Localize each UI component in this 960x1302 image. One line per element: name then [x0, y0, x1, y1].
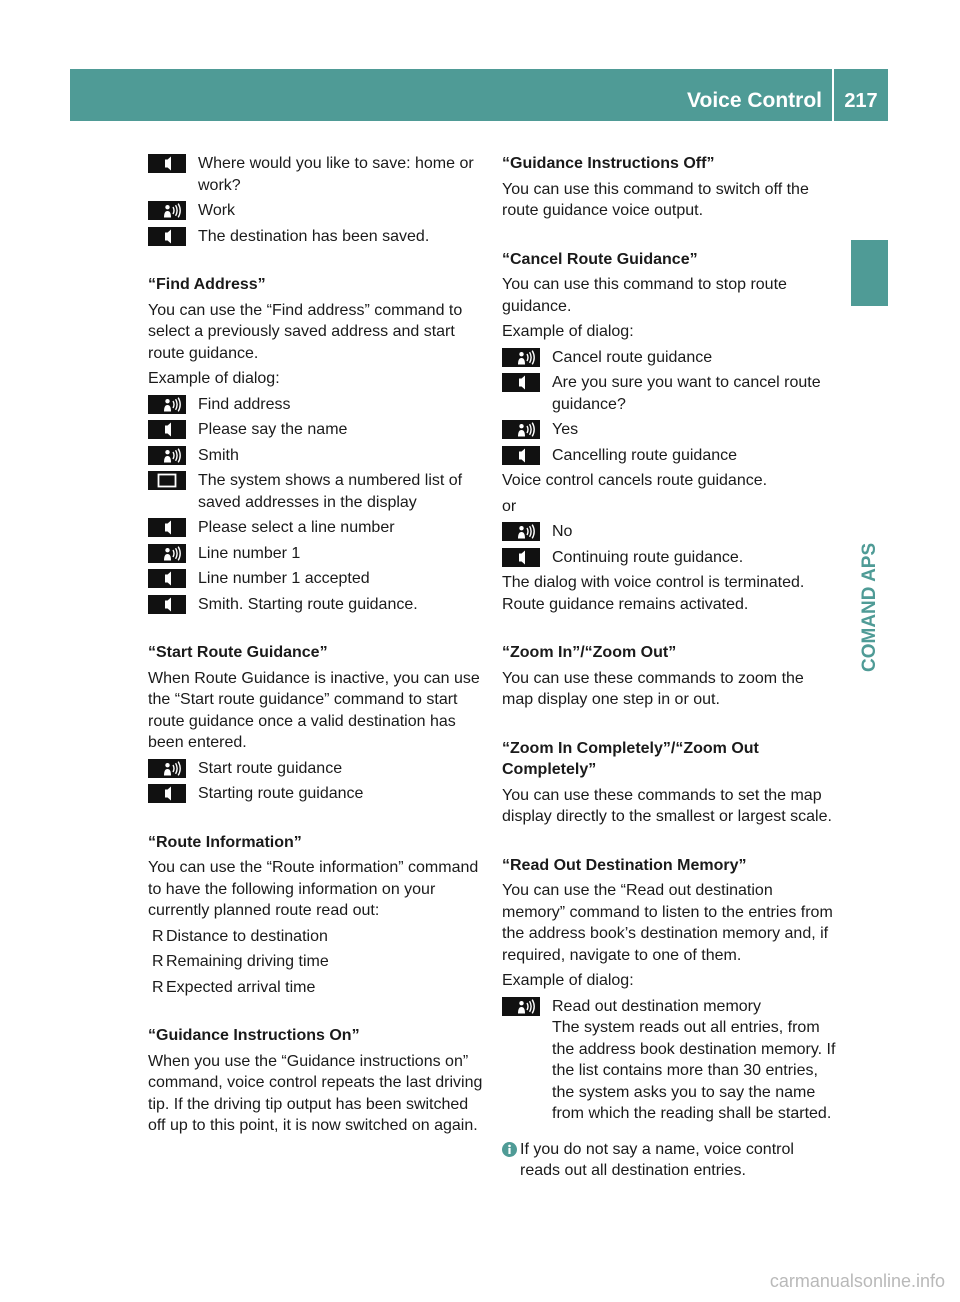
cancel-route-description: You can use this command to stop route guidance.	[502, 276, 787, 315]
list-item	[148, 926, 483, 948]
dialog-line	[148, 394, 483, 416]
guidance-on-heading: “Guidance Instructions On”	[148, 1027, 360, 1044]
system-speaks-icon	[148, 784, 186, 803]
user-speaks-icon	[502, 420, 540, 439]
dialog-text: Yes	[552, 421, 579, 438]
dialog-line	[148, 517, 483, 539]
dialog-text: Continuing route guidance.	[552, 548, 744, 566]
user-speaks-icon	[148, 201, 186, 220]
user-speaks-icon	[148, 446, 186, 465]
dialog-text: Work	[198, 202, 236, 219]
dialog-line	[148, 470, 483, 513]
system-speaks-icon	[502, 548, 540, 567]
cancel-route-example-label: Example of dialog:	[502, 323, 634, 340]
side-tab	[851, 240, 888, 306]
guidance-off-heading: “Guidance Instructions Off”	[502, 155, 715, 172]
dialog-line	[502, 521, 838, 543]
dialog-text: No	[552, 523, 573, 540]
side-label-text: COMAND APS	[859, 542, 880, 672]
dialog-text: Are you sure you want to cancel route guidance?	[552, 374, 821, 413]
dialog-start-route	[148, 758, 483, 805]
guidance-off-description: You can use this command to switch off the route guidance voice output.	[502, 180, 809, 219]
user-speaks-icon	[148, 395, 186, 414]
start-route-description: When Route Guidance is inactive, you can use the “Start route guidance” command to start route guidance once a valid destination has been entered.	[148, 669, 480, 751]
dialog-text: The destination has been saved.	[198, 227, 430, 245]
zoom-heading: “Zoom In”/“Zoom Out”	[502, 644, 677, 661]
cancel-route-or: or	[502, 497, 517, 515]
list-item-text: Distance to destination	[166, 927, 328, 945]
dialog-text: Cancel route guidance	[552, 348, 713, 366]
dialog-text: Line number 1	[198, 544, 301, 562]
dialog-line	[148, 200, 483, 222]
dialog-text: Where would you like to save: home or work?	[198, 155, 474, 194]
start-route-heading: “Start Route Guidance”	[148, 644, 328, 661]
dialog-line	[148, 543, 483, 565]
read-memory-example-label: Example of dialog:	[502, 972, 634, 989]
dialog-line	[502, 372, 838, 415]
dialog-line	[502, 419, 838, 441]
system-speaks-icon	[148, 595, 186, 614]
dialog-line	[148, 568, 483, 590]
dialog-line	[148, 758, 483, 780]
bullet-mark: R	[152, 978, 164, 996]
find-address-description: You can use the “Find address” command to select a previously saved address and start route guidance.	[148, 301, 463, 362]
system-speaks-icon	[502, 373, 540, 392]
system-speaks-icon	[148, 227, 186, 246]
cancel-route-heading: “Cancel Route Guidance”	[502, 250, 698, 268]
list-item-text: Expected arrival time	[166, 978, 316, 996]
cancel-route-result-2: The dialog with voice control is terminated. Route guidance remains activated.	[502, 574, 805, 613]
bullet-mark: R	[152, 927, 164, 945]
route-info-list	[148, 926, 483, 999]
route-info-heading: “Route Information”	[148, 833, 302, 851]
display-icon	[148, 471, 186, 490]
system-speaks-icon	[148, 518, 186, 537]
section-title: Voice Control	[687, 89, 822, 112]
dialog-line	[502, 445, 838, 467]
side-label	[851, 312, 888, 672]
system-speaks-icon	[148, 569, 186, 588]
dialog-text: Starting route guidance	[198, 785, 364, 802]
dialog-text: Read out destination memory	[552, 997, 761, 1015]
dialog-line	[148, 419, 483, 441]
user-speaks-icon	[502, 522, 540, 541]
dialog-line	[148, 783, 483, 805]
user-speaks-icon	[502, 348, 540, 367]
zoom-completely-heading: “Zoom In Completely”/“Zoom Out Completely”	[502, 739, 759, 778]
dialog-continue-route	[502, 521, 838, 568]
system-speaks-icon	[502, 446, 540, 465]
dialog-line	[502, 547, 838, 569]
list-item	[148, 977, 483, 999]
system-speaks-icon	[148, 420, 186, 439]
dialog-find-address	[148, 394, 483, 616]
dialog-line	[148, 226, 483, 248]
info-note-text: If you do not say a name, voice control reads out all destination entries.	[520, 1140, 794, 1179]
read-memory-heading: “Read Out Destination Memory”	[502, 856, 747, 874]
dialog-line	[502, 347, 838, 369]
dialog-text: Please select a line number	[198, 519, 395, 536]
dialog-line	[148, 594, 483, 616]
dialog-text: Find address	[198, 395, 291, 413]
dialog-text: Smith	[198, 446, 239, 464]
right-column	[502, 153, 838, 1182]
dialog-text: Cancelling route guidance	[552, 446, 738, 464]
dialog-line	[502, 996, 838, 1125]
dialog-text: Line number 1 accepted	[198, 570, 370, 587]
info-icon	[502, 1142, 517, 1157]
left-column	[148, 153, 483, 1141]
dialog-text: Start route guidance	[198, 759, 343, 777]
dialog-line	[148, 153, 483, 196]
dialog-detail-text: The system reads out all entries, from the address book destination memory. If the list contains more than 30 entries, the system asks you to say the name from which the reading shall be started.	[552, 1019, 836, 1122]
user-speaks-icon	[148, 759, 186, 778]
dialog-text: The system shows a numbered list of saved addresses in the display	[198, 472, 463, 511]
user-speaks-icon	[502, 997, 540, 1016]
dialog-text: Smith. Starting route guidance.	[198, 595, 418, 613]
system-speaks-icon	[148, 154, 186, 173]
route-info-description: You can use the “Route information” command to have the following information on your currently planned route read out:	[148, 859, 479, 919]
info-note	[502, 1139, 838, 1182]
zoom-completely-description: You can use these commands to set the map display directly to the smallest or largest scale.	[502, 786, 832, 825]
read-memory-description: You can use the “Read out destination memory” command to listen to the entries from the address book’s destination memory and, if required, navigate to one of them.	[502, 882, 833, 964]
dialog-save-destination	[148, 153, 483, 247]
dialog-line	[148, 445, 483, 467]
list-item	[148, 951, 483, 973]
bullet-mark: R	[152, 953, 164, 970]
cancel-route-result-1: Voice control cancels route guidance.	[502, 472, 768, 489]
footer-watermark: carmanualsonline.info	[769, 1271, 945, 1291]
dialog-cancel-route	[502, 347, 838, 467]
page-number: 217	[844, 90, 878, 112]
guidance-on-description: When you use the “Guidance instructions on” command, voice control repeats the last driving tip. If the driving tip output has been switched off up to this point, it is now switched on again.	[148, 1052, 483, 1134]
dialog-text: Please say the name	[198, 421, 348, 438]
zoom-description: You can use these commands to zoom the map display one step in or out.	[502, 669, 804, 708]
find-address-example-label: Example of dialog:	[148, 370, 280, 387]
find-address-heading: “Find Address”	[148, 276, 266, 293]
user-speaks-icon	[148, 544, 186, 563]
list-item-text: Remaining driving time	[166, 953, 329, 970]
